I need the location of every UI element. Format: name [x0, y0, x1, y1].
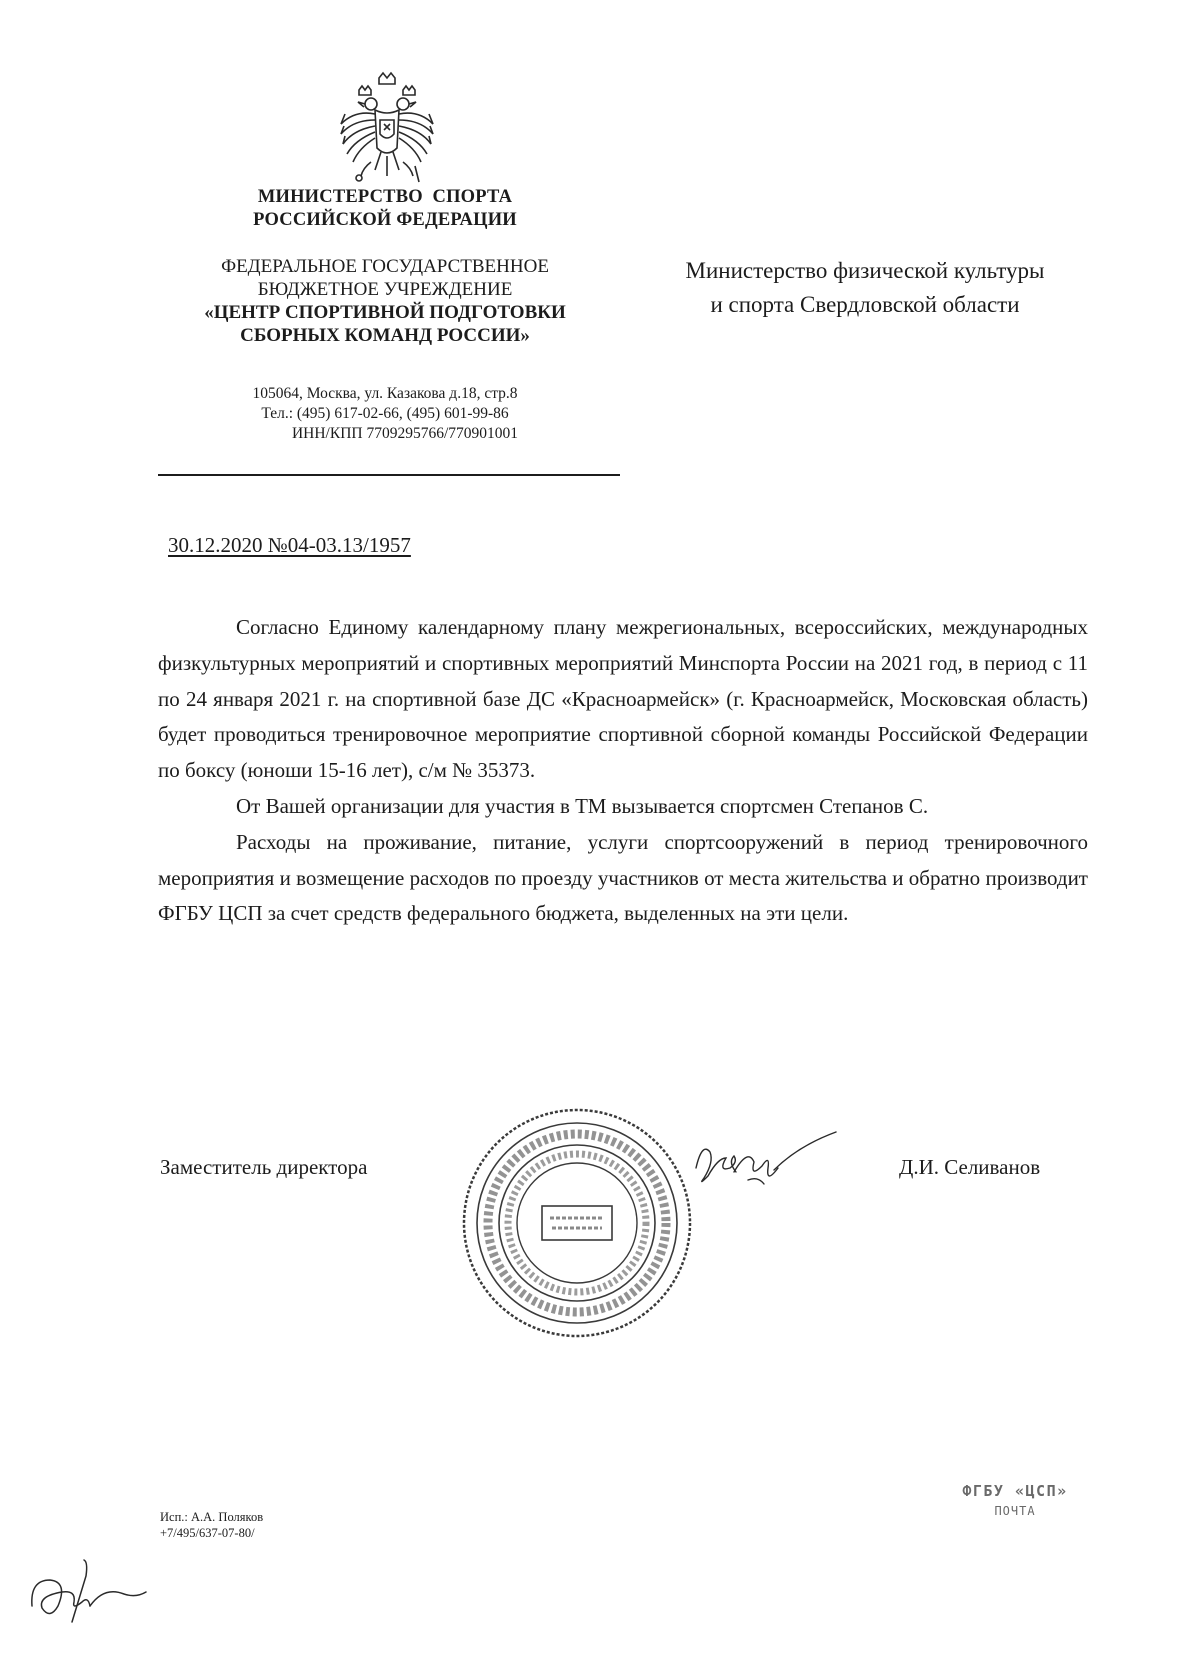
post-stamp-label: ПОЧТА	[994, 1504, 1036, 1518]
handwritten-initials-icon	[28, 1536, 148, 1624]
handwritten-signature-icon	[688, 1128, 838, 1200]
org-line: БЮДЖЕТНОЕ УЧРЕЖДЕНИЕ	[257, 279, 513, 300]
org-line: СБОРНЫХ КОМАНД РОССИИ»	[240, 325, 530, 346]
inn-kpp: ИНН/КПП 7709295766/770901001	[291, 425, 519, 442]
letter-body	[158, 610, 1088, 932]
org-line: «ЦЕНТР СПОРТИВНОЙ ПОДГОТОВКИ	[204, 302, 566, 323]
addressee-line: Министерство физической культуры	[685, 258, 1045, 283]
executor-name: Исп.: А.А. Поляков	[160, 1510, 264, 1524]
postal-address: 105064, Москва, ул. Казакова д.18, стр.8	[252, 385, 518, 402]
executor-phone: +7/495/637-07-80/	[160, 1526, 255, 1540]
ministry-name	[150, 186, 620, 232]
addressee	[630, 254, 1100, 322]
org-line: ФЕДЕРАЛЬНОЕ ГОСУДАРСТВЕННОЕ	[221, 256, 549, 277]
official-seal-icon	[460, 1106, 695, 1341]
ministry-line: РОССИЙСКОЙ ФЕДЕРАЦИИ	[253, 210, 517, 230]
document-reference: 30.12.2020 №04-03.13/1957	[168, 533, 411, 557]
body-paragraph: Расходы на проживание, питание, услуги спортсооружений в период тренировочного мероприятия и возмещение расходов по проезду участников от места жительства и обратно производит ФГБУ ЦСП за счет средств федерального бюджета, выделенных на эти цели.	[158, 829, 1088, 926]
body-paragraph: Согласно Единому календарному плану межрегиональных, всероссийских, международных физкультурных мероприятий и спортивных мероприятий Минспорта России на 2021 год, в период с 11 по 24 января 2021 г. на спортивной базе ДС «Красноармейск» (г. Красноармейск, Московская область) будет проводиться тренировочное мероприятие спортивной сборной команды Российской Федерации по боксу (юноши 15-16 лет), с/м № 35373.	[158, 615, 1088, 783]
addressee-line: и спорта Свердловской области	[710, 292, 1020, 317]
ministry-line: МИНИСТЕРСТВО СПОРТА	[257, 187, 513, 207]
body-paragraph: От Вашей организации для участия в ТМ вызывается спортсмен Степанов С.	[236, 793, 929, 818]
post-stamp-org: ФГБУ «ЦСП»	[962, 1482, 1068, 1500]
signatory-position: Заместитель директора	[160, 1155, 368, 1179]
post-stamp	[960, 1482, 1070, 1518]
address-block	[150, 384, 620, 444]
signatory-name: Д.И. Селиванов	[899, 1155, 1041, 1179]
phone-numbers: Тел.: (495) 617-02-66, (495) 601-99-86	[261, 405, 509, 422]
organization-name	[150, 255, 620, 347]
letterhead-divider	[158, 474, 620, 476]
coat-of-arms-icon	[335, 70, 439, 186]
executor-info	[160, 1509, 263, 1541]
